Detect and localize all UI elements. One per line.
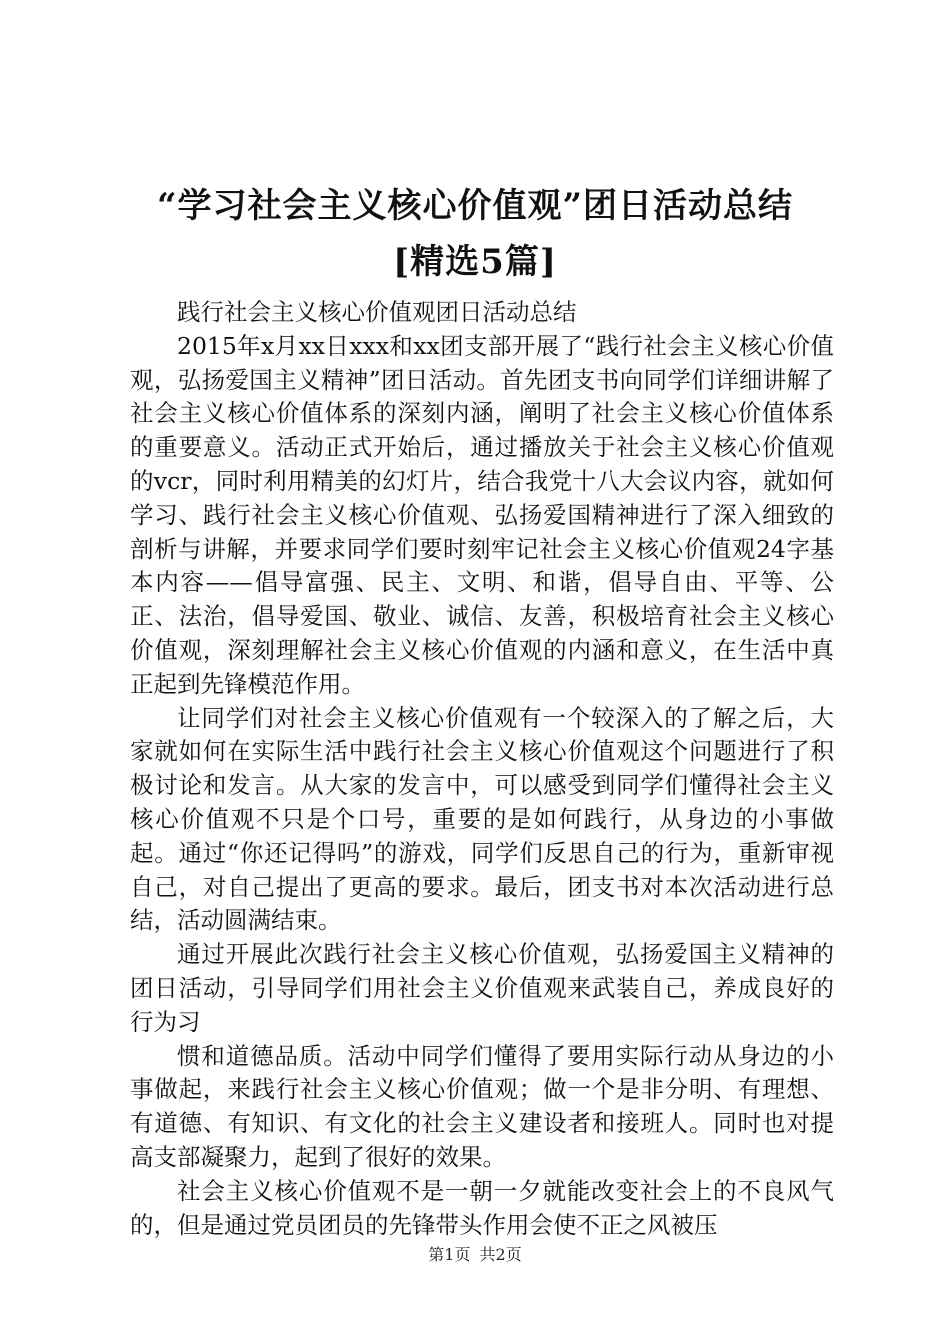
paragraph-subtitle: 践行社会主义核心价值观团日活动总结 — [177, 298, 577, 326]
document-body — [130, 296, 834, 1242]
paragraph: 2015年x月xx日xxx和xx团支部开展了“践行社会主义核心价值观，弘扬爱国主义精神”团日活动。首先团支书向同学们详细讲解了社会主义核心价值体系的深刻内涵，阐明了社会主义核心价值体系的重要意义。活动正式开始后，通过播放关于社会主义核心价值观的vcr，同时利用精美的幻灯片，结合我党十八大会议内容，就如何学习、践行社会主义核心价值观、弘扬爱国精神进行了深入细致的剖析与讲解，并要求同学们要时刻牢记社会主义核心价值观24字基本内容——倡导富强、民主、文明、和谐，倡导自由、平等、公正、法治，倡导爱国、敬业、诚信、友善，积极培育社会主义核心价值观，深刻理解社会主义核心价值观的内涵和意义，在生活中真正起到先锋模范作用。 — [130, 331, 834, 698]
page-total: 共2页 — [479, 1245, 522, 1264]
page-number: 第1页 — [428, 1245, 471, 1264]
paragraph: 社会主义核心价值观不是一朝一夕就能改变社会上的不良风气的，但是通过党员团员的先锋带头作用会使不正之风被压 — [130, 1176, 834, 1239]
paragraph: 让同学们对社会主义核心价值观有一个较深入的了解之后，大家就如何在实际生活中践行社会主义核心价值观这个问题进行了积极讨论和发言。从大家的发言中，可以感受到同学们懂得社会主义核心价值观不只是个口号，重要的是如何践行，从身边的小事做起。通过“你还记得吗”的游戏，同学们反思自己的行为，重新审视自己，对自己提出了更高的要求。最后，团支书对本次活动进行总结，活动圆满结束。 — [130, 703, 834, 935]
title-line-2: [精选5篇] — [393, 242, 557, 282]
paragraph: 惯和道德品质。活动中同学们懂得了要用实际行动从身边的小事做起，来践行社会主义核心价值观；做一个是非分明、有理想、有道德、有知识、有文化的社会主义建设者和接班人。同时也对提高支部凝聚力，起到了很好的效果。 — [130, 1041, 834, 1171]
title-line-1: “学习社会主义核心价值观”团日活动总结 — [156, 186, 794, 226]
paragraph: 通过开展此次践行社会主义核心价值观，弘扬爱国主义精神的团日活动，引导同学们用社会主义价值观来武装自己，养成良好的行为习 — [130, 940, 834, 1036]
page-footer — [0, 1245, 950, 1265]
document-title — [100, 178, 850, 290]
